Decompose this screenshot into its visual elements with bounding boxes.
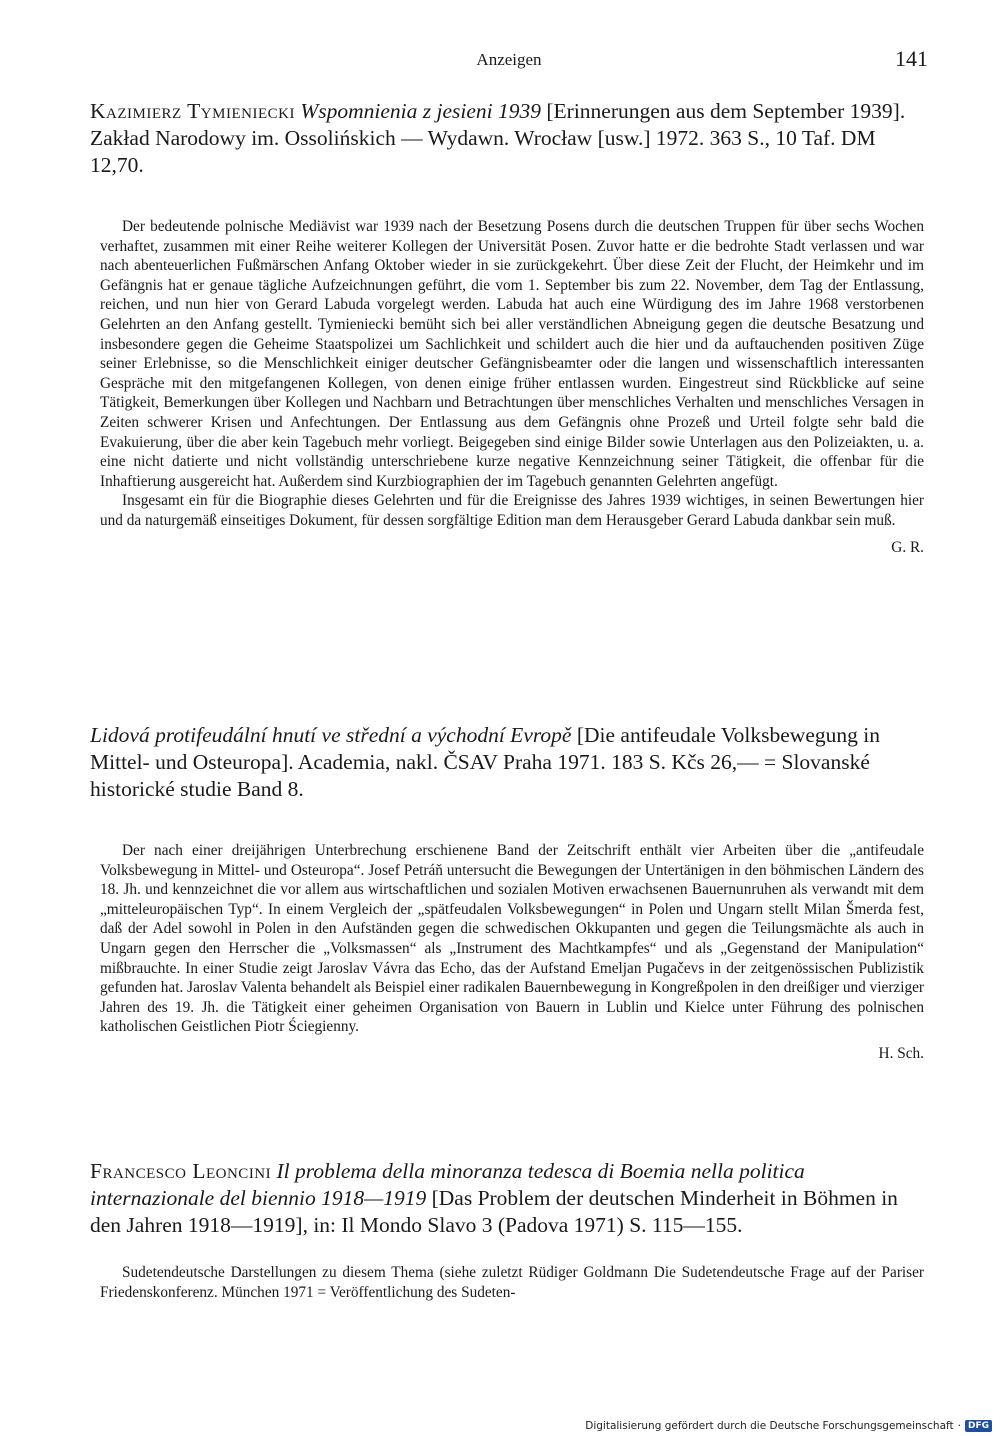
review-biblio: [Die antifeudale Volksbewegung in Mittel- und Osteuropa]. Academia, nakl. ČSAV Praha 1971. 183 S. Kčs 26,— = Slovanské historické studie Band 8. [90,723,880,801]
review-paragraph: Sudetendeutsche Darstellungen zu diesem Thema (siehe zuletzt Rüdiger Goldmann Die Sudetendeutsche Frage auf der Pariser Friedenskonferenz. München 1971 = Veröffentlichung des Sudeten- [100,1264,924,1301]
review-body [90,1263,930,1302]
review-heading [90,722,930,803]
review-title: Il problema della minoranza tedesca di Boemia nella politica internazionale del biennio 1918—1919 [90,1159,805,1210]
dfg-logo-icon: DFG [965,1420,992,1432]
footer-text: Digitalisierung gefördert durch die Deutsche Forschungsgemeinschaft [585,1420,954,1432]
review-tymieniecki [90,98,930,557]
page-number: 141 [895,46,928,71]
review-biblio: [Das Problem der deutschen Minderheit in Böhmen in den Jahren 1918—1919], in: Il Mondo Slavo 3 (Padova 1971) S. 115—155. [90,1186,898,1237]
digitization-footer [585,1420,992,1432]
review-body [90,217,930,557]
review-lidova-hnuti [90,722,930,1063]
review-paragraph: Der nach einer dreijährigen Unterbrechung erschienene Band der Zeitschrift enthält vier Arbeiten über die „antifeudale Volksbewegung in Mittel- und Osteuropa“. Josef Petráň untersucht die Bewegungen der Untertänigen in den böhmischen Ländern des 18. Jh. und kennzeichnet die vor allem aus wirtschaftlichen und sozialen Motiven erwachsenen Bauernunruhen als verwandt mit dem „mitteleuropäischen Typ“. In einem Vergleich der „spätfeudalen Volksbewegungen“ in Polen und Ungarn stellt Milan Šmerda fest, daß der Adel sowohl in Polen in den Aufständen gegen die schwedischen Okkupanten und gegen die Teilungsmächte als auch in Ungarn gegen den Herrscher die „Volksmassen“ als „Instrument des Machtkampfes“ und als „Gegenstand der Manipulation“ mißbrauchte. In einer Studie zeigt Jaroslav Vávra das Echo, das der Aufstand Emeljan Pugačevs in der zeitgenössischen Publizistik gefunden hat. Jaroslav Valenta behandelt als Beispiel einer radikalen Bauernbewegung in Kongreßpolen in den dreißiger und vierziger Jahren des 19. Jh. die Tätigkeit einer geheimen Organisation von Bauern in Lublin und Kielce unter Führung des polnischen katholischen Geistlichen Piotr Ściegienny. [100,842,924,1036]
running-head [90,46,928,76]
review-biblio: [Erinnerungen aus dem September 1939]. Zakład Narodowy im. Ossolińskich — Wydawn. Wrocław [usw.] 1972. 363 S., 10 Taf. DM 12,70. [90,99,906,177]
review-body [90,841,930,1063]
review-author: Kazimierz Tymieniecki [90,99,295,123]
review-leoncini [90,1158,930,1302]
review-paragraph: Der bedeutende polnische Mediävist war 1939 nach der Besetzung Posens durch die deutschen Truppen für über sechs Wochen verhaftet, zusammen mit einer Reihe weiterer Kollegen der Universität Posen. Zuvor hatte er die bedrohte Stadt verlassen und war nach abenteuerlichen Fußmärschen Anfang Oktober wieder in sie zurückgekehrt. Über diese Zeit der Flucht, der Heimkehr und im Gefängnis hat er genaue tägliche Aufzeichnungen geführt, die vom 1. September bis zum 22. November, dem Tag der Entlassung, reichen, und nun hier von Gerard Labuda vorgelegt werden. Labuda hat auch eine Würdigung des im Jahre 1968 verstorbenen Gelehrten an den Anfang gestellt. Tymieniecki bemüht sich bei aller verständlichen Abneigung gegen die deutsche Besatzung und insbesondere gegen die Geheime Staatspolizei um Sachlichkeit und schildert auch die hier und da auftauchenden positiven Züge seiner Erlebnisse, so die Menschlichkeit einiger deutscher Gefängnisbeamter oder die langen und wissenschaftlich interessanten Gespräche mit den mitgefangenen Kollegen, von denen einige früher entlassen wurden. Eingestreut sind Rückblicke auf seine Tätigkeit, Bemerkungen über Kollegen und Nachbarn und Betrachtungen über menschliches Verhalten und menschliches Versagen in Zeiten schwerer Krisen und Anfechtungen. Der Entlassung aus dem Gefängnis ohne Prozeß und Urteil folgte sehr bald die Evakuierung, über die aber kein Tagebuch mehr vorliegt. Beigegeben sind einige Bilder sowie Unterlagen aus den Polizeiakten, u. a. eine nicht datierte und nicht vollständig unterschriebene kurze negative Kennzeichnung seiner Tätigkeit, die offenbar für die Inhaftierung ausgereicht hat. Außerdem sind Kurzbiographien der im Tagebuch genannten Gelehrten angefügt. [100,218,924,490]
review-heading [90,1158,930,1239]
review-heading [90,98,930,179]
dfg-logo: · [957,1420,961,1432]
review-paragraph: Insgesamt ein für die Biographie dieses Gelehrten und für die Ereignisse des Jahres 1939 wichtiges, in seinen Bewertungen hier und da naturgemäß einseitiges Dokument, für dessen sorgfältige Edition man dem Herausgeber Gerard Labuda dankbar sein muß. [100,492,924,529]
review-title: Lidová protifeudální hnutí ve střední a východní Evropě [90,723,572,747]
reviewer-signature: H. Sch. [878,1044,924,1062]
review-author: Francesco Leoncini [90,1159,272,1183]
running-head-title: Anzeigen [476,50,542,69]
reviewer-signature: G. R. [891,538,924,556]
review-title: Wspomnienia z jesieni 1939 [300,99,541,123]
